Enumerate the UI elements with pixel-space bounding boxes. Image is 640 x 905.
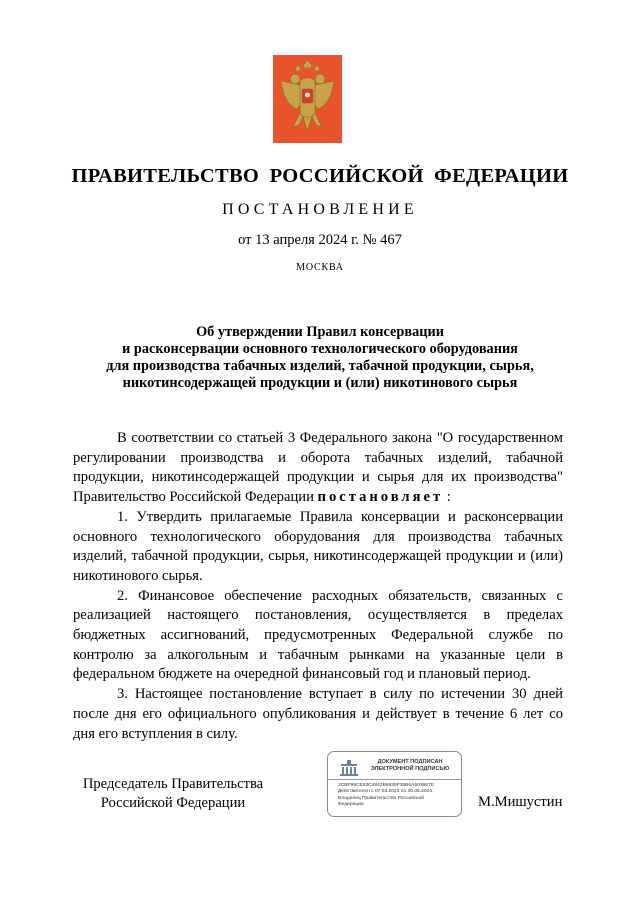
title-line: для производства табачных изделий, табачной продукции, сырья, <box>106 358 534 374</box>
stamp-header-line: ДОКУМЕНТ ПОДПИСАН <box>377 759 443 765</box>
government-name: ПРАВИТЕЛЬСТВО РОССИЙСКОЙ ФЕДЕРАЦИИ <box>71 165 569 187</box>
document-city: МОСКВА <box>296 262 344 273</box>
title-line: и расконсервации основного технологического оборудования <box>122 341 518 357</box>
paragraph-2: 2. Финансовое обеспечение расходных обязательств, связанных с реализацией настоящего постановления, осуществляется в пределах бюджетных ассигнований, предусмотренных Федеральной службе по контролю за алкогольным и табачным рынками на указанные цели в федеральном бюджете на очередной финансовый год и плановый период. <box>73 587 563 683</box>
decree-colon: : <box>443 489 451 506</box>
stamp-header-line: ЭЛЕКТРОННОЙ ПОДПИСЬЮ <box>370 766 450 772</box>
paragraph-3: 3. Настоящее постановление вступает в силу по истечении 30 дней после дня его официального опубликования и действует в течение 6 лет со дня его вступления в силу. <box>73 686 563 742</box>
title-line: никотинсодержащей продукции и (или) никотинового сырья <box>122 375 518 391</box>
position-line: Российской Федерации <box>100 795 246 811</box>
stamp-divider <box>328 779 461 780</box>
signatory-position <box>78 775 268 813</box>
preamble-paragraph <box>73 429 563 508</box>
certificate-owner: Владелец Правительство Российской <box>338 795 424 801</box>
double-headed-eagle-icon <box>273 55 342 143</box>
decree-word: постановляет <box>317 489 444 506</box>
preamble-text: В соответствии со статьей 3 Федерального закона "О государственном регулировании производства и оборота табачных изделий, табачной продукции, никотинсодержащей продукции и сырья для их производства" Правительство Российской Федерации <box>73 430 563 506</box>
electronic-signature-stamp <box>327 751 462 817</box>
certificate-owner: Федерации <box>338 802 364 808</box>
certificate-serial: 2CBF99CE53C4842B6639F35B6A503667E <box>338 783 434 788</box>
coat-of-arms-emblem <box>273 55 342 143</box>
position-line: Председатель Правительства <box>82 776 264 792</box>
document-title <box>0 324 640 392</box>
signatory-name: М.Мишустин <box>478 794 563 810</box>
stamp-details <box>338 783 458 809</box>
document-body <box>73 429 563 744</box>
title-line: Об утверждении Правил консервации <box>196 324 444 340</box>
document-type: ПОСТАНОВЛЕНИЕ <box>222 201 418 218</box>
government-building-icon <box>338 759 360 777</box>
document-date-number: от 13 апреля 2024 г. № 467 <box>238 232 402 248</box>
certificate-validity: Действителен с 07.03.2023 по 30.05.2024 <box>338 789 432 795</box>
stamp-header <box>362 759 458 773</box>
paragraph-1: 1. Утвердить прилагаемые Правила консервации и расконсервации основного технологического оборудования для производства табачных изделий, табачной продукции, сырья, никотинсодержащей продукции и (или) никотинового сырья. <box>73 508 563 584</box>
